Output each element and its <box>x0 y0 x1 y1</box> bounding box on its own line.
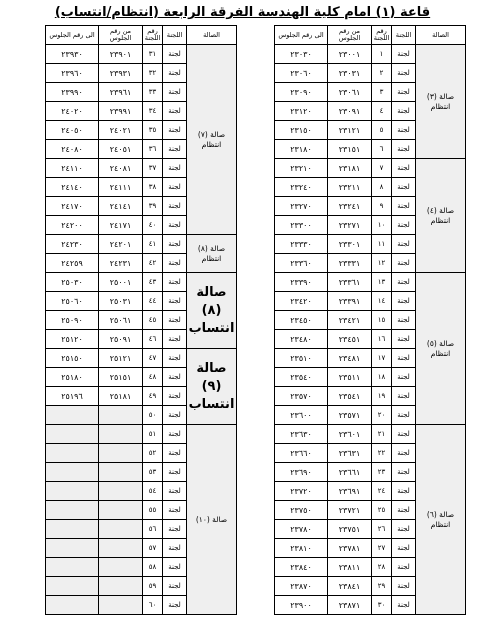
committee-number-cell: ١٦ <box>372 330 392 349</box>
committee-number-cell: ٥١ <box>143 425 163 444</box>
page-title: قاعة (١) امام كلية الهندسة الفرقة الرابعة (انتظام/انتساب) <box>54 5 431 20</box>
committee-cell: لجنة <box>163 368 187 387</box>
from-seat-cell: ٢٣٧٥١ <box>328 520 372 539</box>
committee-number-cell: ٣٠ <box>372 596 392 615</box>
from-seat-cell: ٢٣٣٦١ <box>328 273 372 292</box>
to-seat-cell <box>46 577 99 596</box>
from-seat-cell: ٢٣٧٨١ <box>328 539 372 558</box>
committee-cell: لجنة <box>163 45 187 64</box>
committee-cell: لجنة <box>163 254 187 273</box>
to-seat-cell <box>46 406 99 425</box>
header-from-seat: من رقم الجلوس <box>99 26 143 45</box>
committee-number-cell: ٢٥ <box>372 501 392 520</box>
to-seat-cell: ٢٣٩٠٠ <box>275 596 328 615</box>
from-seat-cell: ٢٣٠٦١ <box>328 83 372 102</box>
to-seat-cell: ٢٣٦٦٠ <box>275 444 328 463</box>
committee-number-cell: ١٠ <box>372 216 392 235</box>
committee-cell: لجنة <box>392 349 416 368</box>
committee-number-cell: ٥ <box>372 121 392 140</box>
from-seat-cell: ٢٣٤٥١ <box>328 330 372 349</box>
committee-number-cell: ٤٧ <box>143 349 163 368</box>
committee-cell: لجنة <box>163 349 187 368</box>
committee-cell: لجنة <box>163 444 187 463</box>
committee-number-cell: ٥٠ <box>143 406 163 425</box>
header-committee-no: رقم اللجنة <box>143 26 163 45</box>
committee-number-cell: ٤٦ <box>143 330 163 349</box>
header-committee-no: رقم اللجنة <box>372 26 392 45</box>
committee-cell: لجنة <box>392 311 416 330</box>
committee-cell: لجنة <box>163 558 187 577</box>
to-seat-cell: ٢٣٢٤٠ <box>275 178 328 197</box>
right-committee-table <box>274 25 466 615</box>
to-seat-cell: ٢٣٦٩٠ <box>275 463 328 482</box>
hall-cell: صالة (٧) انتظام <box>187 45 237 235</box>
committee-number-cell: ٢٨ <box>372 558 392 577</box>
hall-cell: صالة (٩) انتساب <box>187 349 237 425</box>
from-seat-cell: ٢٣٠٣١ <box>328 64 372 83</box>
committee-number-cell: ٤٣ <box>143 273 163 292</box>
to-seat-cell: ٢٣٥٧٠ <box>275 387 328 406</box>
from-seat-cell <box>99 444 143 463</box>
hall-cell: صالة (٤) انتظام <box>416 159 466 273</box>
committee-number-cell: ٢٩ <box>372 577 392 596</box>
committee-cell: لجنة <box>392 406 416 425</box>
to-seat-cell: ٢٣٠٩٠ <box>275 83 328 102</box>
committee-number-cell: ٤ <box>372 102 392 121</box>
to-seat-cell: ٢٤٢٠٠ <box>46 216 99 235</box>
committee-number-cell: ٢٧ <box>372 539 392 558</box>
to-seat-cell: ٢٣٩٣٠ <box>46 45 99 64</box>
committee-number-cell: ٦٠ <box>143 596 163 615</box>
from-seat-cell: ٢٤٠٨١ <box>99 159 143 178</box>
table-header-row <box>275 26 466 45</box>
to-seat-cell: ٢٣٥٤٠ <box>275 368 328 387</box>
to-seat-cell <box>46 425 99 444</box>
to-seat-cell: ٢٤٠٥٠ <box>46 121 99 140</box>
to-seat-cell: ٢٤٠٨٠ <box>46 140 99 159</box>
left-table-body <box>46 45 237 615</box>
to-seat-cell <box>46 558 99 577</box>
header-hall: الصالة <box>416 26 466 45</box>
committee-number-cell: ٧ <box>372 159 392 178</box>
committee-number-cell: ٣٨ <box>143 178 163 197</box>
to-seat-cell <box>46 520 99 539</box>
from-seat-cell: ٢٣٨٤١ <box>328 577 372 596</box>
committee-cell: لجنة <box>392 273 416 292</box>
from-seat-cell: ٢٤٢٣١ <box>99 254 143 273</box>
committee-cell: لجنة <box>163 501 187 520</box>
from-seat-cell <box>99 520 143 539</box>
committee-number-cell: ٣١ <box>143 45 163 64</box>
from-seat-cell: ٢٤١٧١ <box>99 216 143 235</box>
committee-cell: لجنة <box>163 216 187 235</box>
from-seat-cell: ٢٣٣٣١ <box>328 254 372 273</box>
committee-cell: لجنة <box>163 140 187 159</box>
to-seat-cell: ٢٤١١٠ <box>46 159 99 178</box>
from-seat-cell: ٢٥٠٦١ <box>99 311 143 330</box>
from-seat-cell: ٢٣٢١١ <box>328 178 372 197</box>
to-seat-cell: ٢٣٦٣٠ <box>275 425 328 444</box>
committee-cell: لجنة <box>163 64 187 83</box>
to-seat-cell <box>46 501 99 520</box>
committee-cell: لجنة <box>163 197 187 216</box>
committee-cell: لجنة <box>163 273 187 292</box>
to-seat-cell: ٢٣٧٢٠ <box>275 482 328 501</box>
committee-number-cell: ٥٨ <box>143 558 163 577</box>
from-seat-cell: ٢٥١٢١ <box>99 349 143 368</box>
committee-number-cell: ٣٦ <box>143 140 163 159</box>
from-seat-cell: ٢٤٢٠١ <box>99 235 143 254</box>
hall-cell: صالة (٨) انتظام <box>187 235 237 273</box>
from-seat-cell: ٢٣٤٢١ <box>328 311 372 330</box>
to-seat-cell: ٢٣٨٧٠ <box>275 577 328 596</box>
table-row <box>46 425 237 444</box>
committee-cell: لجنة <box>392 197 416 216</box>
committee-cell: لجنة <box>392 159 416 178</box>
to-seat-cell: ٢٣٠٣٠ <box>275 45 328 64</box>
from-seat-cell <box>99 577 143 596</box>
committee-number-cell: ١٢ <box>372 254 392 273</box>
hall-cell: صالة (٦) انتظام <box>416 425 466 615</box>
table-row <box>46 45 237 64</box>
to-seat-cell: ٢٣٨١٠ <box>275 539 328 558</box>
from-seat-cell <box>99 539 143 558</box>
committee-cell: لجنة <box>392 216 416 235</box>
committee-number-cell: ٣٢ <box>143 64 163 83</box>
committee-cell: لجنة <box>163 235 187 254</box>
to-seat-cell: ٢٣٣٩٠ <box>275 273 328 292</box>
from-seat-cell <box>99 406 143 425</box>
committee-number-cell: ٤٠ <box>143 216 163 235</box>
to-seat-cell: ٢٥١٨٠ <box>46 368 99 387</box>
from-seat-cell: ٢٤١٤١ <box>99 197 143 216</box>
committee-number-cell: ١٤ <box>372 292 392 311</box>
to-seat-cell: ٢٣٢١٠ <box>275 159 328 178</box>
committee-cell: لجنة <box>163 330 187 349</box>
committee-number-cell: ٤٩ <box>143 387 163 406</box>
committee-cell: لجنة <box>392 425 416 444</box>
committee-cell: لجنة <box>163 539 187 558</box>
from-seat-cell: ٢٣٦٠١ <box>328 425 372 444</box>
to-seat-cell: ٢٥٠٦٠ <box>46 292 99 311</box>
header-to-seat: الى رقم الجلوس <box>275 26 328 45</box>
from-seat-cell: ٢٥٠٣١ <box>99 292 143 311</box>
to-seat-cell: ٢٤١٧٠ <box>46 197 99 216</box>
committee-cell: لجنة <box>163 311 187 330</box>
hall-cell: صالة (٣) انتظام <box>416 45 466 159</box>
committee-number-cell: ٥٦ <box>143 520 163 539</box>
to-seat-cell: ٢٤٠٢٠ <box>46 102 99 121</box>
from-seat-cell: ٢٣١٢١ <box>328 121 372 140</box>
from-seat-cell: ٢٣٤٨١ <box>328 349 372 368</box>
from-seat-cell <box>99 596 143 615</box>
committee-cell: لجنة <box>392 577 416 596</box>
left-committee-table <box>45 25 237 615</box>
from-seat-cell <box>99 425 143 444</box>
committee-cell: لجنة <box>392 539 416 558</box>
from-seat-cell: ٢٣٦٩١ <box>328 482 372 501</box>
committee-cell: لجنة <box>163 292 187 311</box>
from-seat-cell: ٢٣٨١١ <box>328 558 372 577</box>
table-row <box>46 273 237 292</box>
committee-number-cell: ١٧ <box>372 349 392 368</box>
to-seat-cell: ٢٣٧٨٠ <box>275 520 328 539</box>
to-seat-cell: ٢٣١٢٠ <box>275 102 328 121</box>
hall-cell: صالة (٥) انتظام <box>416 273 466 425</box>
from-seat-cell: ٢٤٠٢١ <box>99 121 143 140</box>
to-seat-cell: ٢٥٠٣٠ <box>46 273 99 292</box>
from-seat-cell: ٢٣٨٧١ <box>328 596 372 615</box>
committee-number-cell: ٥٤ <box>143 482 163 501</box>
committee-number-cell: ٢٦ <box>372 520 392 539</box>
from-seat-cell: ٢٣٩٩١ <box>99 102 143 121</box>
to-seat-cell: ٢٥٠٩٠ <box>46 311 99 330</box>
header-from-seat: من رقم الجلوس <box>328 26 372 45</box>
committee-cell: لجنة <box>163 159 187 178</box>
committee-cell: لجنة <box>392 64 416 83</box>
to-seat-cell <box>46 539 99 558</box>
committee-cell: لجنة <box>392 463 416 482</box>
committee-cell: لجنة <box>392 387 416 406</box>
header-committee: اللجنة <box>163 26 187 45</box>
committee-number-cell: ٢٢ <box>372 444 392 463</box>
to-seat-cell: ٢٥١٢٠ <box>46 330 99 349</box>
committee-number-cell: ١٣ <box>372 273 392 292</box>
to-seat-cell: ٢٥١٥٠ <box>46 349 99 368</box>
to-seat-cell: ٢٣٣٦٠ <box>275 254 328 273</box>
to-seat-cell: ٢٣٤٥٠ <box>275 311 328 330</box>
from-seat-cell: ٢٣٥١١ <box>328 368 372 387</box>
from-seat-cell <box>99 501 143 520</box>
committee-number-cell: ٥٢ <box>143 444 163 463</box>
committee-number-cell: ٢١ <box>372 425 392 444</box>
committee-cell: لجنة <box>392 368 416 387</box>
from-seat-cell: ٢٣٠٩١ <box>328 102 372 121</box>
committee-number-cell: ١١ <box>372 235 392 254</box>
committee-cell: لجنة <box>163 121 187 140</box>
from-seat-cell: ٢٣٩٠١ <box>99 45 143 64</box>
committee-cell: لجنة <box>163 577 187 596</box>
committee-number-cell: ٨ <box>372 178 392 197</box>
from-seat-cell: ٢٣٩٣١ <box>99 64 143 83</box>
committee-number-cell: ٣٥ <box>143 121 163 140</box>
committee-cell: لجنة <box>392 235 416 254</box>
committee-cell: لجنة <box>163 406 187 425</box>
committee-number-cell: ١٩ <box>372 387 392 406</box>
committee-number-cell: ٥٩ <box>143 577 163 596</box>
committee-number-cell: ١٨ <box>372 368 392 387</box>
committee-number-cell: ٩ <box>372 197 392 216</box>
committee-cell: لجنة <box>163 102 187 121</box>
to-seat-cell: ٢٣٣٣٠ <box>275 235 328 254</box>
committee-number-cell: ٢٤ <box>372 482 392 501</box>
committee-number-cell: ٣٧ <box>143 159 163 178</box>
committee-cell: لجنة <box>163 520 187 539</box>
committee-cell: لجنة <box>392 121 416 140</box>
from-seat-cell <box>99 463 143 482</box>
to-seat-cell: ٢٣١٨٠ <box>275 140 328 159</box>
committee-number-cell: ٦ <box>372 140 392 159</box>
from-seat-cell <box>99 558 143 577</box>
from-seat-cell: ٢٣٢٤١ <box>328 197 372 216</box>
committee-number-cell: ٤٨ <box>143 368 163 387</box>
committee-cell: لجنة <box>392 330 416 349</box>
from-seat-cell: ٢٣٢٧١ <box>328 216 372 235</box>
committee-cell: لجنة <box>163 83 187 102</box>
to-seat-cell: ٢٣٥١٠ <box>275 349 328 368</box>
committee-cell: لجنة <box>392 596 416 615</box>
committee-cell: لجنة <box>163 425 187 444</box>
from-seat-cell: ٢٣٧٢١ <box>328 501 372 520</box>
header-to-seat: الى رقم الجلوس <box>46 26 99 45</box>
committee-number-cell: ٢ <box>372 64 392 83</box>
hall-cell: صالة (٨) انتساب <box>187 273 237 349</box>
to-seat-cell: ٢٣٧٥٠ <box>275 501 328 520</box>
committee-cell: لجنة <box>163 387 187 406</box>
to-seat-cell: ٢٥١٩٦ <box>46 387 99 406</box>
hall-cell: صالة (١٠) <box>187 425 237 615</box>
committee-cell: لجنة <box>392 482 416 501</box>
from-seat-cell: ٢٣٣٠١ <box>328 235 372 254</box>
committee-cell: لجنة <box>392 558 416 577</box>
committee-number-cell: ٥٣ <box>143 463 163 482</box>
table-row <box>46 235 237 254</box>
to-seat-cell: ٢٣٨٤٠ <box>275 558 328 577</box>
from-seat-cell: ٢٣١٨١ <box>328 159 372 178</box>
committee-number-cell: ٣ <box>372 83 392 102</box>
from-seat-cell: ٢٥١٥١ <box>99 368 143 387</box>
committee-cell: لجنة <box>392 45 416 64</box>
header-committee: اللجنة <box>392 26 416 45</box>
to-seat-cell: ٢٣٩٩٠ <box>46 83 99 102</box>
table-row <box>275 273 466 292</box>
from-seat-cell: ٢٣٥٧١ <box>328 406 372 425</box>
to-seat-cell <box>46 596 99 615</box>
table-row <box>275 45 466 64</box>
committee-cell: لجنة <box>392 520 416 539</box>
committee-cell: لجنة <box>392 254 416 273</box>
committee-cell: لجنة <box>392 178 416 197</box>
committee-number-cell: ٥٧ <box>143 539 163 558</box>
from-seat-cell: ٢٣٥٤١ <box>328 387 372 406</box>
to-seat-cell: ٢٤١٤٠ <box>46 178 99 197</box>
right-table-body <box>275 45 466 615</box>
header-hall: الصالة <box>187 26 237 45</box>
committee-cell: لجنة <box>392 444 416 463</box>
from-seat-cell <box>99 482 143 501</box>
committee-number-cell: ٤٤ <box>143 292 163 311</box>
committee-cell: لجنة <box>392 102 416 121</box>
from-seat-cell: ٢٣٠٠١ <box>328 45 372 64</box>
to-seat-cell: ٢٣٤٨٠ <box>275 330 328 349</box>
committee-number-cell: ٣٣ <box>143 83 163 102</box>
to-seat-cell: ٢٣٣٠٠ <box>275 216 328 235</box>
committee-cell: لجنة <box>163 596 187 615</box>
from-seat-cell: ٢٤٠٥١ <box>99 140 143 159</box>
to-seat-cell: ٢٣٦٠٠ <box>275 406 328 425</box>
table-row <box>275 425 466 444</box>
to-seat-cell: ٢٤٢٥٩ <box>46 254 99 273</box>
committee-number-cell: ١٥ <box>372 311 392 330</box>
committee-number-cell: ٤١ <box>143 235 163 254</box>
committee-cell: لجنة <box>163 463 187 482</box>
table-row <box>275 159 466 178</box>
to-seat-cell <box>46 482 99 501</box>
to-seat-cell: ٢٣٠٦٠ <box>275 64 328 83</box>
committee-cell: لجنة <box>163 178 187 197</box>
committee-number-cell: ١ <box>372 45 392 64</box>
committee-number-cell: ٤٢ <box>143 254 163 273</box>
committee-cell: لجنة <box>392 83 416 102</box>
to-seat-cell: ٢٣٢٧٠ <box>275 197 328 216</box>
committee-number-cell: ٣٤ <box>143 102 163 121</box>
from-seat-cell: ٢٥١٨١ <box>99 387 143 406</box>
committee-number-cell: ٢٠ <box>372 406 392 425</box>
to-seat-cell: ٢٤٢٣٠ <box>46 235 99 254</box>
from-seat-cell: ٢٥٠٩١ <box>99 330 143 349</box>
table-row <box>46 349 237 368</box>
from-seat-cell: ٢٤١١١ <box>99 178 143 197</box>
committee-cell: لجنة <box>392 292 416 311</box>
to-seat-cell: ٢٣١٥٠ <box>275 121 328 140</box>
committee-number-cell: ٢٣ <box>372 463 392 482</box>
from-seat-cell: ٢٣٦٣١ <box>328 444 372 463</box>
committee-number-cell: ٤٥ <box>143 311 163 330</box>
to-seat-cell <box>46 444 99 463</box>
from-seat-cell: ٢٥٠٠١ <box>99 273 143 292</box>
table-header-row <box>46 26 237 45</box>
to-seat-cell: ٢٣٩٦٠ <box>46 64 99 83</box>
committee-cell: لجنة <box>392 140 416 159</box>
committee-cell: لجنة <box>163 482 187 501</box>
committee-number-cell: ٣٩ <box>143 197 163 216</box>
committee-number-cell: ٥٥ <box>143 501 163 520</box>
to-seat-cell: ٢٣٤٢٠ <box>275 292 328 311</box>
to-seat-cell <box>46 463 99 482</box>
committee-cell: لجنة <box>392 501 416 520</box>
from-seat-cell: ٢٣٦٦١ <box>328 463 372 482</box>
from-seat-cell: ٢٣٣٩١ <box>328 292 372 311</box>
from-seat-cell: ٢٣٩٦١ <box>99 83 143 102</box>
from-seat-cell: ٢٣١٥١ <box>328 140 372 159</box>
